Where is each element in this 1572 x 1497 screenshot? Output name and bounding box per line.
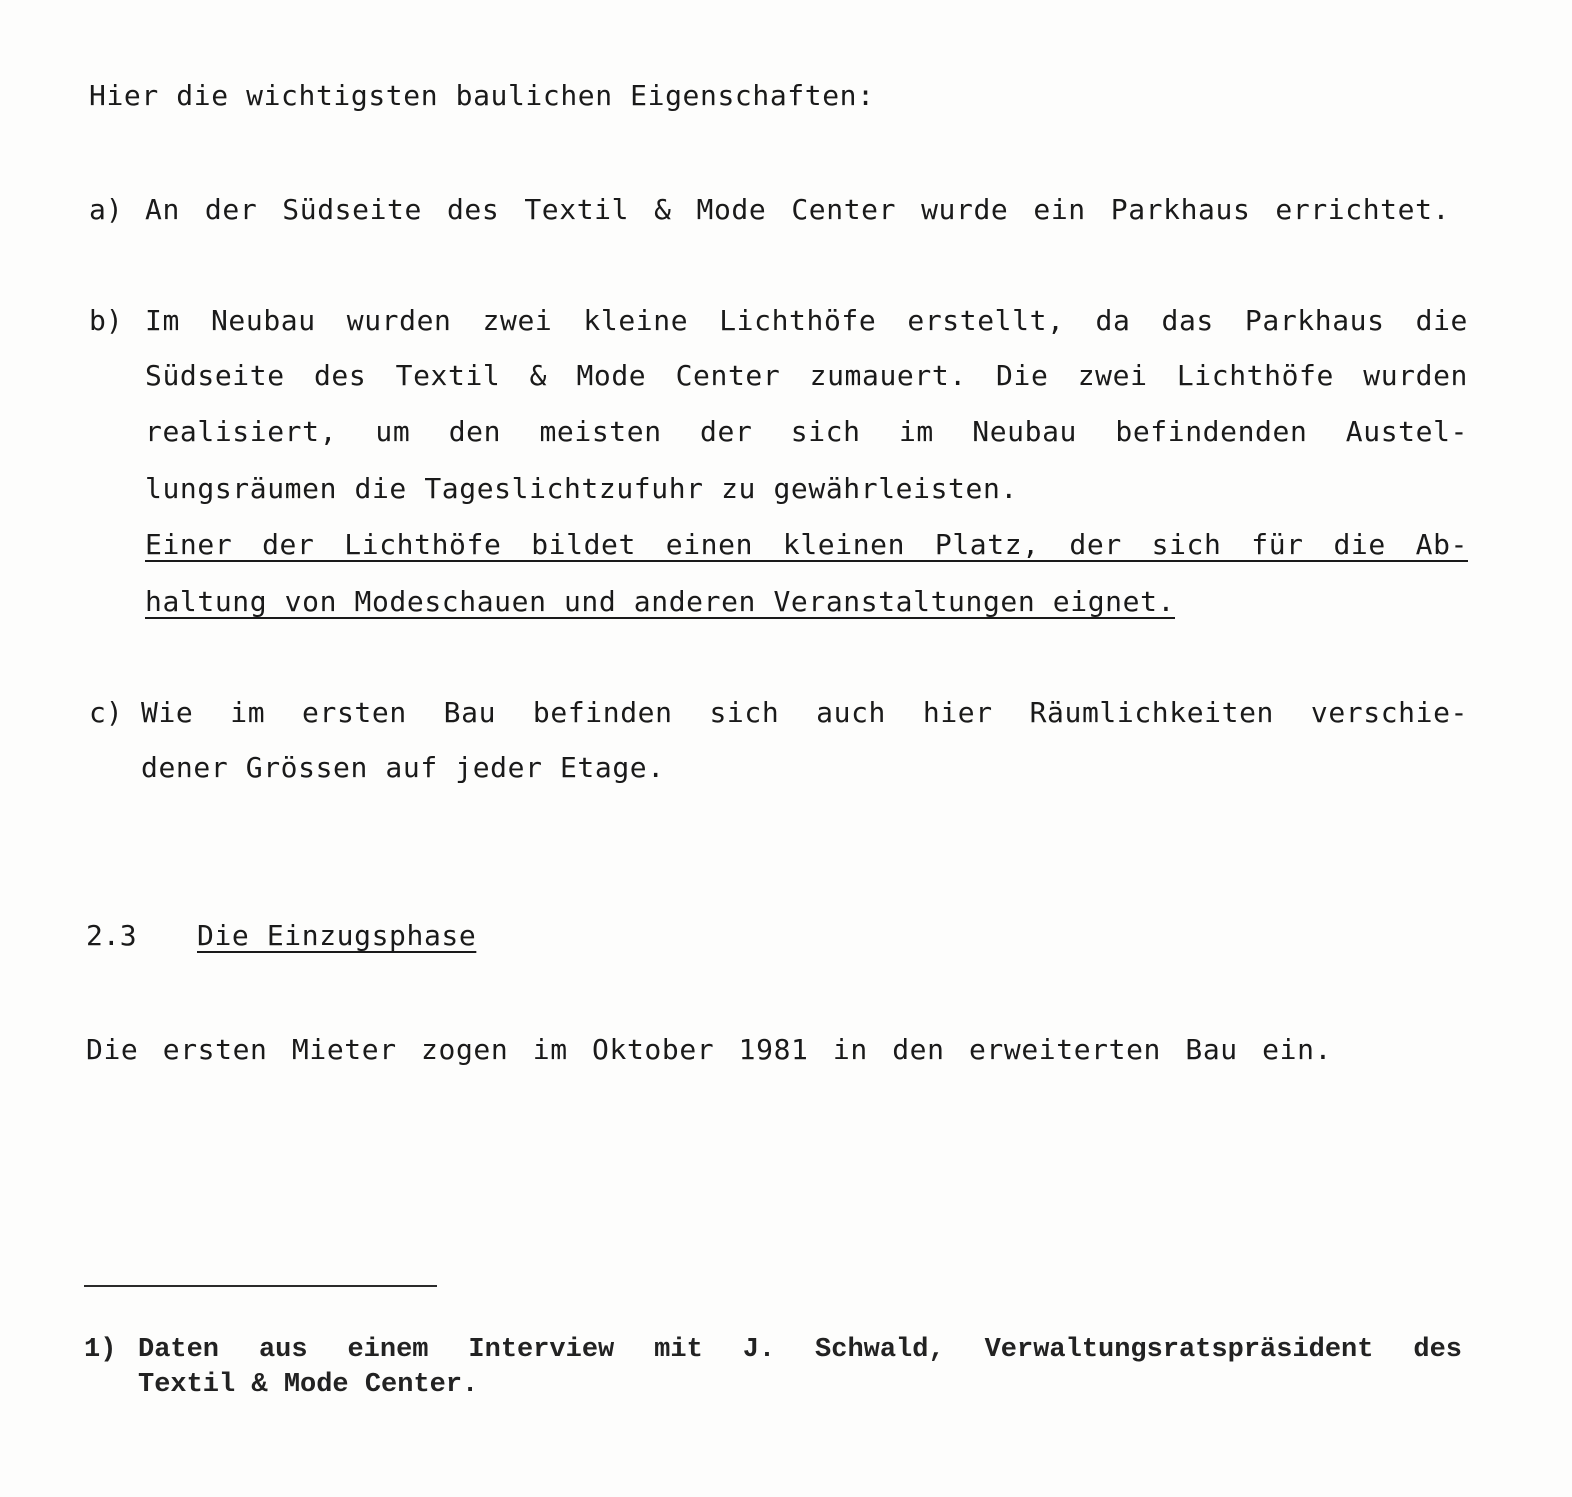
item-c-line-1: Wie im ersten Bau befinden sich auch hier Räumlichkeiten verschie-	[141, 696, 1468, 729]
item-b-line-2: Südseite des Textil & Mode Center zumauert. Die zwei Lichthöfe wurden	[145, 359, 1468, 392]
section-title: Die Einzugsphase	[197, 919, 477, 952]
footnote-line-1: Daten aus einem Interview mit J. Schwald, Verwaltungsratspräsident des	[138, 1335, 1462, 1365]
item-b-line-6	[145, 585, 1245, 619]
item-c-line-2: dener Grössen auf jeder Etage.	[141, 751, 665, 784]
footnote-label: 1)	[84, 1335, 117, 1365]
item-a-text: An der Südseite des Textil & Mode Center wurde ein Parkhaus errichtet.	[145, 193, 1450, 226]
section-number: 2.3	[86, 919, 137, 952]
footnote-line-2: Textil & Mode Center.	[138, 1370, 479, 1400]
item-b-line-4: lungsräumen die Tageslichtzufuhr zu gewährleisten.	[145, 472, 1018, 505]
item-a-label: a)	[89, 193, 123, 226]
body-text: Die ersten Mieter zogen im Oktober 1981 in den erweiterten Bau ein.	[86, 1033, 1332, 1066]
item-b-line-5: Einer der Lichthöfe bildet einen kleinen Platz, der sich für die Ab-	[145, 528, 1468, 561]
footnote-separator	[84, 1285, 437, 1287]
intro-text: Hier die wichtigsten baulichen Eigenschaften:	[89, 79, 875, 112]
item-b-line-6-text: haltung von Modeschauen und anderen Veranstaltungen eignet.	[145, 585, 1175, 618]
item-c-label: c)	[89, 696, 123, 729]
item-b-label: b)	[89, 304, 123, 337]
item-b-line-3: realisiert, um den meisten der sich im Neubau befindenden Austel-	[145, 415, 1468, 448]
item-b-line-1: Im Neubau wurden zwei kleine Lichthöfe erstellt, da das Parkhaus die	[145, 304, 1468, 337]
